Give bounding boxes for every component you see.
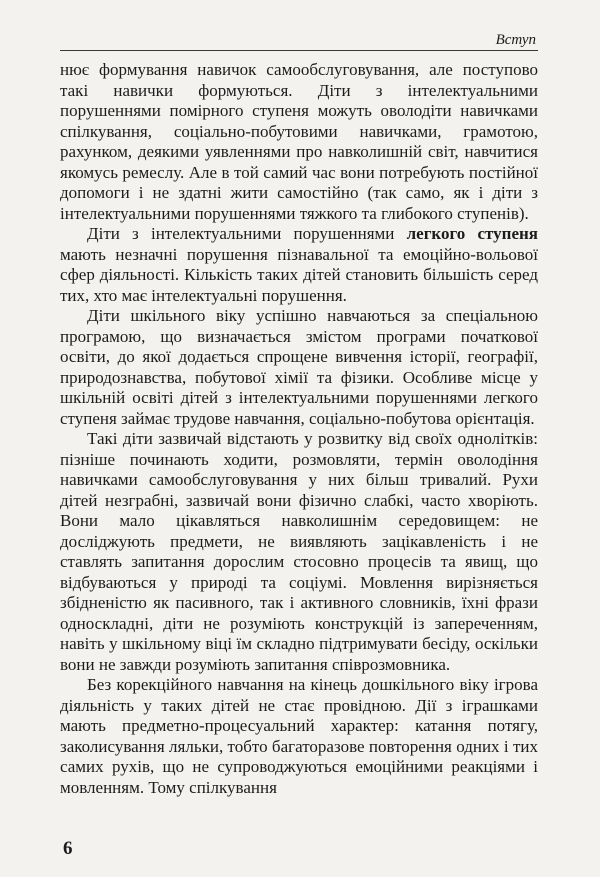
text-body xyxy=(60,60,538,798)
running-head xyxy=(60,26,538,51)
section-title: Вступ xyxy=(495,32,536,48)
paragraph-text: Діти з інтелектуальними порушеннями xyxy=(87,224,407,243)
bold-term: легкого ступеня xyxy=(406,224,538,243)
paragraph: Такі діти зазвичай відстають у розвитку від своїх однолітків: пізніше починають ходити, розмовляти, термін оволодіння навичками самообслуговування у них більш тривалий. Рухи дітей незграбні, зазвичай вони фізично слабкі, часто хворіють. Вони мало цікавляться навколишнім середовищем: не досліджують предмети, не виявляють зацікавленість і не ставлять запитання дорослим стосовно процесів та явищ, що відбуваються у природі та соціумі. Мовлення вирізняється збідненістю як пасивного, так і активного словників, їхні фрази односкладні, діти не розуміють конструкцій із запереченням, навіть у шкільному віці їм складно підтримувати бесіду, оскільки вони не завжди розуміють запитання співрозмовника. xyxy=(60,429,538,674)
paragraph: Діти шкільного віку успішно навчаються за спеціальною програмою, що визначається змістом програми початкової освіти, до якої додається спрощене вивчення історії, географії, природознавства, побутової хімії та фізики. Особливе місце у шкільній освіті дітей з інтелектуальними порушеннями легкого ступеня займає трудове навчання, соціально-побутова орієнтація. xyxy=(60,306,538,428)
page-number: 6 xyxy=(63,838,73,859)
paragraph-text: мають незначні порушення пізнавальної та емоційно-вольової сфер діяльності. Кількість таких дітей становить більшість серед тих, хто має інтелектуальні порушення. xyxy=(60,244,538,305)
paragraph xyxy=(60,224,538,306)
paragraph: Без корекційного навчання на кінець дошкільного віку ігрова діяльність у таких дітей не стає провідною. Дії з іграшками мають предметно-процесуальний характер: катання потягу, заколисування ляльки, тобто багаторазове повторення одних і тих самих рухів, що не супроводжуються емоційними реакціями і мовленням. Тому спілкування xyxy=(60,675,538,797)
paragraph: нює формування навичок самообслуговування, але поступово такі навички формуються. Діти з інтелектуальними порушеннями помірного ступеня можуть оволодіти навичками спілкування, соціально-побутовими навичками, грамотою, рахунком, деякими уявленнями про навколишній світ, навчитися якомусь ремеслу. Але в той самий час вони потребують постійної допомоги і не здатні жити самостійно (так само, як і діти з інтелектуальними порушеннями тяжкого та глибокого ступенів). xyxy=(60,60,538,223)
